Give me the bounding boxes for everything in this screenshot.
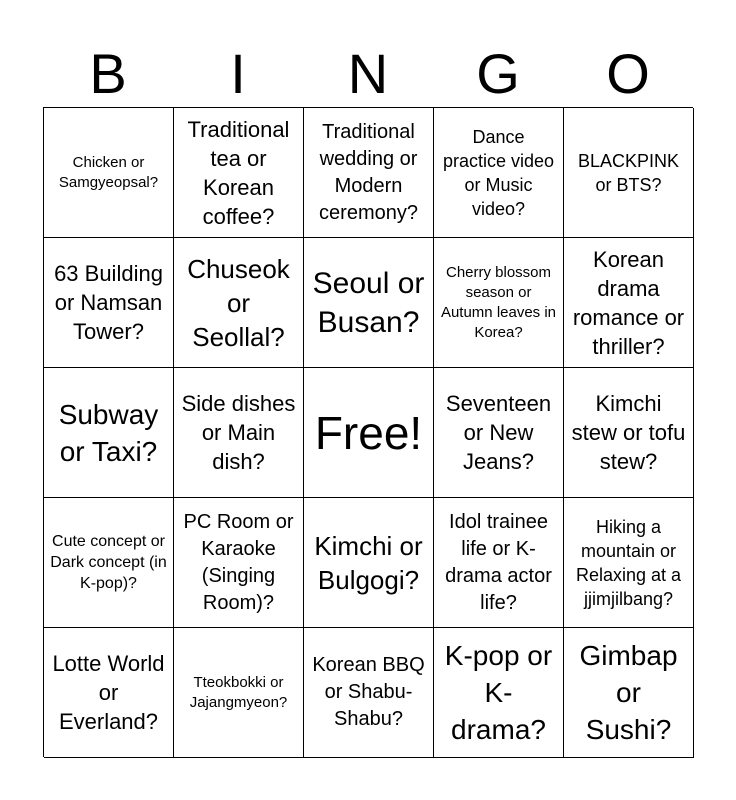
bingo-cell[interactable]: 63 Building or Namsan Tower? [44,238,174,368]
bingo-cell[interactable]: Chuseok or Seollal? [174,238,304,368]
bingo-cell[interactable]: Chicken or Samgyeopsal? [44,108,174,238]
bingo-cell[interactable]: Subway or Taxi? [44,368,174,498]
bingo-cell[interactable]: Cute concept or Dark concept (in K-pop)? [44,498,174,628]
bingo-cell[interactable]: Traditional tea or Korean coffee? [174,108,304,238]
bingo-cell[interactable]: Seventeen or New Jeans? [434,368,564,498]
bingo-grid [43,107,693,757]
header-letter-i: I [230,42,246,105]
bingo-cell[interactable]: Idol trainee life or K-drama actor life? [434,498,564,628]
bingo-cell[interactable]: Traditional wedding or Modern ceremony? [304,108,434,238]
bingo-cell[interactable]: PC Room or Karaoke (Singing Room)? [174,498,304,628]
bingo-cell[interactable]: Kimchi stew or tofu stew? [564,368,694,498]
bingo-cell[interactable]: Gimbap or Sushi? [564,628,694,758]
header-letter-g: G [476,42,520,105]
bingo-cell[interactable]: Lotte World or Everland? [44,628,174,758]
bingo-cell[interactable]: K-pop or K-drama? [434,628,564,758]
bingo-cell[interactable]: Korean BBQ or Shabu-Shabu? [304,628,434,758]
header-letter-o: O [606,42,650,105]
free-space-cell[interactable]: Free! [304,368,434,498]
bingo-cell[interactable]: Seoul or Busan? [304,238,434,368]
bingo-cell[interactable]: Kimchi or Bulgogi? [304,498,434,628]
bingo-cell[interactable]: Cherry blossom season or Autumn leaves in Korea? [434,238,564,368]
bingo-cell[interactable]: Tteokbokki or Jajangmyeon? [174,628,304,758]
header-letter-n: N [347,42,389,105]
bingo-cell[interactable]: Side dishes or Main dish? [174,368,304,498]
bingo-cell[interactable]: BLACKPINK or BTS? [564,108,694,238]
bingo-cell[interactable]: Hiking a mountain or Relaxing at a jjimjilbang? [564,498,694,628]
bingo-header [43,40,693,108]
bingo-cell[interactable]: Dance practice video or Music video? [434,108,564,238]
bingo-cell[interactable]: Korean drama romance or thriller? [564,238,694,368]
header-letter-b: B [89,42,127,105]
